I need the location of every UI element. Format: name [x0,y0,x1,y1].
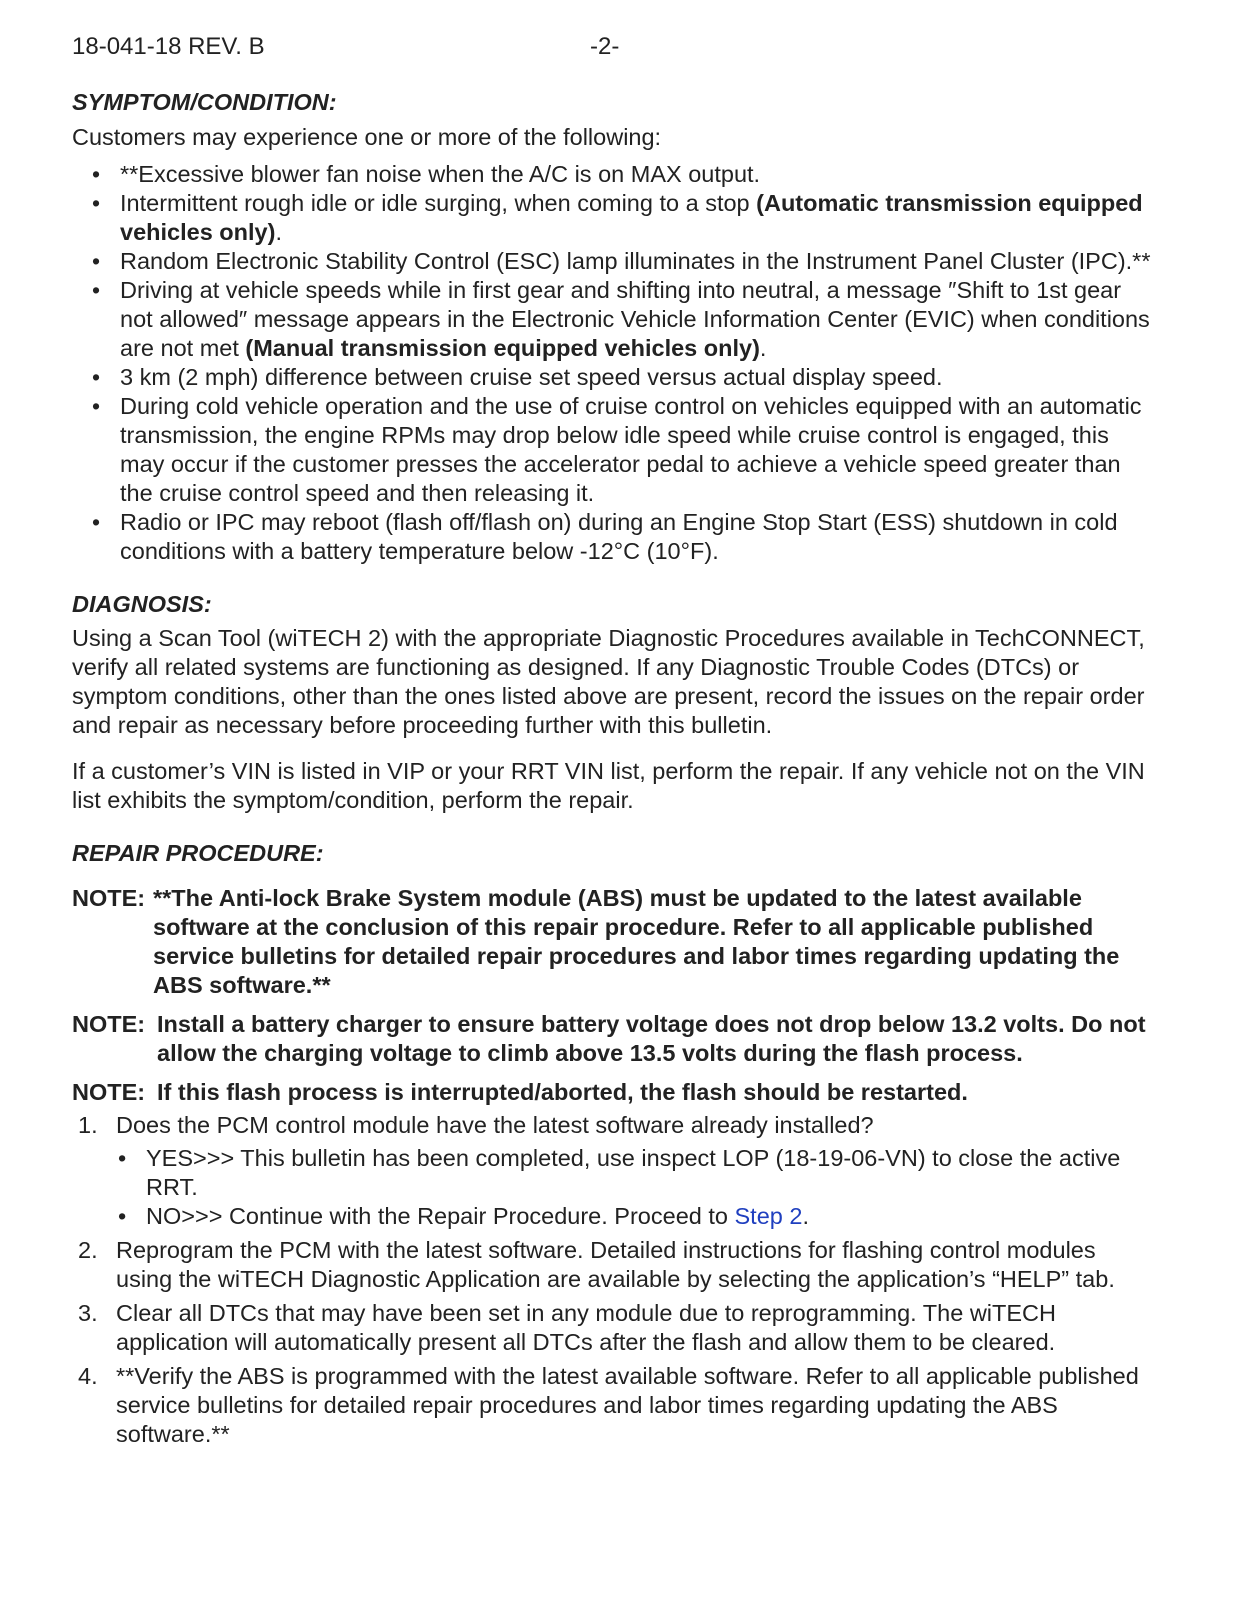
symptom-item [72,392,1152,508]
symptom-emphasis: (Automatic transmission equipped vehicles only) [120,190,1143,245]
step-options [116,1144,1152,1231]
note-label: NOTE: [72,1011,146,1037]
symptom-item [72,508,1152,566]
symptom-section [72,88,1152,566]
symptom-tail: . [759,335,767,361]
option-yes [116,1144,1152,1202]
repair-step [72,1111,1152,1231]
symptom-heading: SYMPTOM/CONDITION: [72,89,337,115]
step-number: 1. [78,1112,98,1138]
symptom-text: Intermittent rough idle or idle surging, when coming to a stop [120,190,757,216]
step-text: Does the PCM control module have the latest software already installed? [116,1112,874,1138]
symptom-intro: Customers may experience one or more of the following: [72,124,662,150]
symptom-item [72,276,1152,363]
repair-step [72,1236,1152,1294]
step-text: Clear all DTCs that may have been set in any module due to reprogramming. The wiTECH application will automatically present all DTCs after the flash and allow them to be cleared. [116,1300,1056,1355]
note-label: NOTE: [72,885,146,911]
symptom-item [72,160,1152,189]
symptom-item [72,247,1152,276]
note-abs [72,884,1152,1000]
symptom-text: Driving at vehicle speeds while in first gear and shifting into neutral, a message ″Shift to 1st gear not allowed″ message appears in the Electronic Vehicle Information Center (EVIC) when conditions are not met [120,277,1150,361]
step-number: 2. [78,1237,98,1263]
note-text: **The Anti-lock Brake System module (ABS) must be updated to the latest available software at the conclusion of this repair procedure. Refer to all applicable published service bulletins for detailed repair procedures and labor times regarding updating the ABS software.** [153,885,1120,998]
note-flash [72,1078,1152,1107]
option-no [116,1202,1152,1231]
repair-step [72,1362,1152,1449]
bulletin-page [72,30,1152,1449]
diagnosis-paragraph: Using a Scan Tool (wiTECH 2) with the appropriate Diagnostic Procedures available in TechCONNECT, verify all related systems are functioning as designed. If any Diagnostic Trouble Codes (DTCs) or symptom conditions, other than the ones listed above are present, record the issues on the repair order and repair as necessary before proceeding further with this bulletin. [72,625,1145,738]
symptom-text: Random Electronic Stability Control (ESC) lamp illuminates in the Instrument Panel Cluster (IPC).** [120,248,1151,274]
step-number: 4. [78,1363,98,1389]
step-text: **Verify the ABS is programmed with the latest available software. Refer to all applicable published service bulletins for detailed repair procedures and labor times regarding updating the ABS software.** [116,1363,1139,1447]
repair-section [72,839,1152,1449]
step-2-link[interactable]: Step 2 [734,1203,803,1229]
symptom-text: 3 km (2 mph) difference between cruise set speed versus actual display speed. [120,364,943,390]
step-text: Reprogram the PCM with the latest software. Detailed instructions for flashing control modules using the wiTECH Diagnostic Application are available by selecting the application’s “HELP” tab. [116,1237,1115,1292]
doc-reference: 18-041-18 REV. B [72,33,265,60]
step-number: 3. [78,1300,98,1326]
symptom-emphasis: (Manual transmission equipped vehicles only) [245,335,760,361]
diagnosis-section [72,590,1152,815]
option-no-suffix: . [802,1203,809,1229]
note-text: Install a battery charger to ensure battery voltage does not drop below 13.2 volts. Do not allow the charging voltage to climb above 13.5 volts during the flash process. [157,1011,1146,1066]
symptom-list [72,160,1152,566]
symptom-text: **Excessive blower fan noise when the A/C is on MAX output. [120,161,761,187]
diagnosis-heading: DIAGNOSIS: [72,591,212,617]
repair-heading: REPAIR PROCEDURE: [72,840,324,866]
symptom-text: During cold vehicle operation and the use of cruise control on vehicles equipped with an automatic transmission, the engine RPMs may drop below idle speed while cruise control is engaged, this may occur if the customer presses the accelerator pedal to achieve a vehicle speed greater than the cruise control speed and then releasing it. [120,393,1142,506]
symptom-item [72,363,1152,392]
repair-steps [72,1111,1152,1449]
symptom-item [72,189,1152,247]
diagnosis-paragraph: If a customer’s VIN is listed in VIP or your RRT VIN list, perform the repair. If any vehicle not on the VIN list exhibits the symptom/condition, perform the repair. [72,758,1145,813]
repair-step [72,1299,1152,1357]
option-yes-text: YES>>> This bulletin has been completed, use inspect LOP (18-19-06-VN) to close the active RRT. [146,1145,1121,1200]
note-label: NOTE: [72,1079,146,1105]
option-no-text: NO>>> Continue with the Repair Procedure. Proceed to [146,1203,735,1229]
symptom-tail: . [275,219,282,245]
page-number: -2- [590,33,620,60]
symptom-text: Radio or IPC may reboot (flash off/flash on) during an Engine Stop Start (ESS) shutdown in cold conditions with a battery temperature below -12°C (10°F). [120,509,1118,564]
note-text: If this flash process is interrupted/aborted, the flash should be restarted. [157,1079,968,1105]
note-battery [72,1010,1152,1068]
page-header [72,30,1152,64]
